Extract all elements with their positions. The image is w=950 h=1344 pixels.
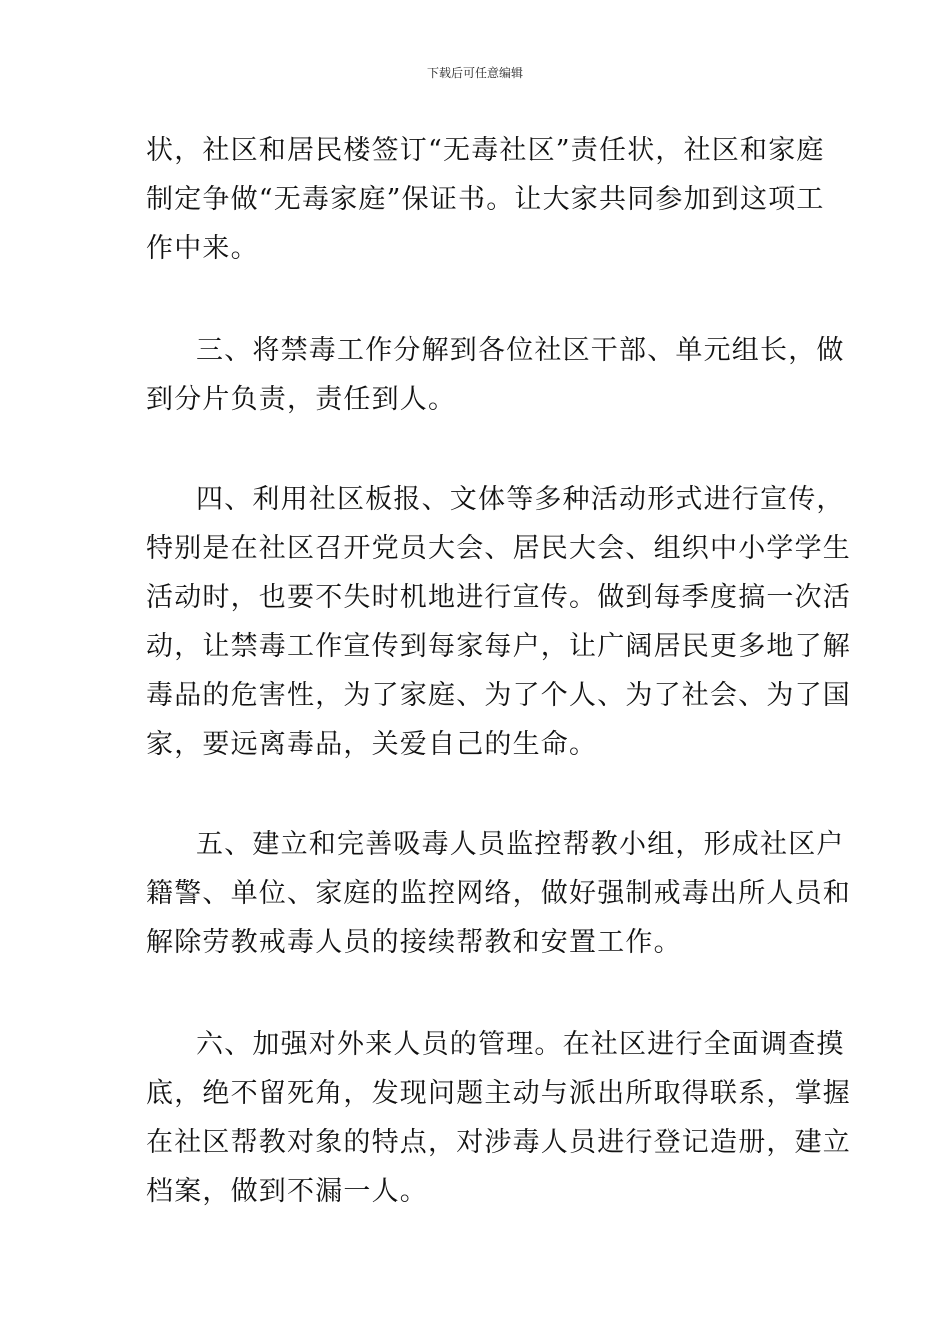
paragraph-5-line-4: 档案，做到不漏一人。 <box>146 1176 428 1207</box>
paragraph-3-line-2: 特别是在社区召开党员大会、居民大会、组织中小学学生 <box>146 533 851 564</box>
paragraph-5-line-2: 底，绝不留死角，发现问题主动与派出所取得联系，掌握 <box>146 1078 851 1109</box>
paragraph-5-line-1: 六、加强对外来人员的管理。在社区进行全面调查摸 <box>196 1029 845 1060</box>
page-header: 下载后可任意编辑 <box>426 66 523 80</box>
paragraph-1-line-1: 状，社区和居民楼签订“无毒社区”责任状，社区和家庭 <box>146 135 825 166</box>
paragraph-4-line-3: 解除劳教戒毒人员的接续帮教和安置工作。 <box>146 927 682 958</box>
paragraph-1-line-3: 作中来。 <box>146 233 259 264</box>
paragraph-2-line-2: 到分片负责，责任到人。 <box>146 384 457 415</box>
paragraph-3-line-4: 动，让禁毒工作宣传到每家每户，让广阔居民更多地了解 <box>146 631 851 662</box>
paragraph-4-line-2: 籍警、单位、家庭的监控网络，做好强制戒毒出所人员和 <box>146 878 851 909</box>
paragraph-1-line-2: 制定争做“无毒家庭”保证书。让大家共同参加到这项工 <box>146 184 825 215</box>
paragraph-4-line-1: 五、建立和完善吸毒人员监控帮教小组，形成社区户 <box>196 829 845 860</box>
paragraph-3-line-3: 活动时，也要不失时机地进行宣传。做到每季度搞一次活 <box>146 582 851 613</box>
paragraph-5-line-3: 在社区帮教对象的特点，对涉毒人员进行登记造册，建立 <box>146 1127 851 1158</box>
paragraph-2-line-1: 三、将禁毒工作分解到各位社区干部、单元组长，做 <box>196 335 845 366</box>
paragraph-3-line-6: 家，要远离毒品，关爱自己的生命。 <box>146 729 598 760</box>
paragraph-3-line-5: 毒品的危害性，为了家庭、为了个人、为了社会、为了国 <box>146 680 851 711</box>
paragraph-3-line-1: 四、利用社区板报、文体等多种活动形式进行宣传， <box>196 484 845 515</box>
